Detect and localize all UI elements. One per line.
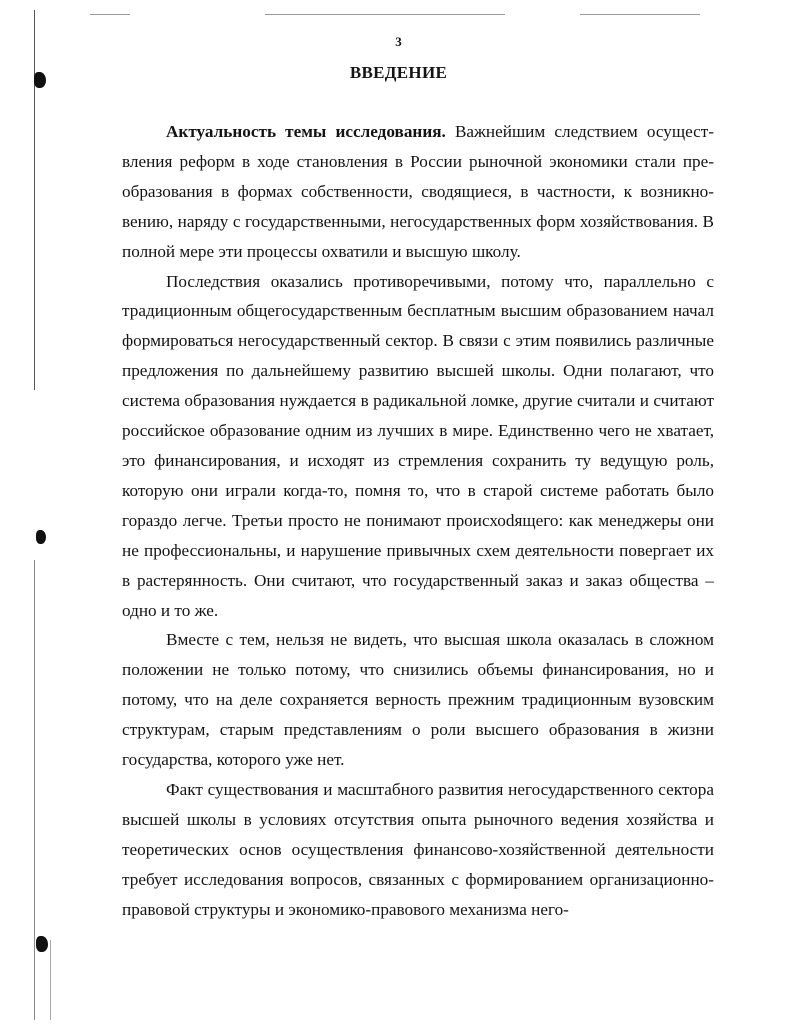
paragraph-lead: Актуальность темы исследования. [166,122,446,141]
scan-top-rule [580,14,700,15]
punch-hole-mark [36,936,48,952]
paragraph [122,775,714,925]
page-title: ВВЕДЕНИЕ [349,63,448,82]
scan-top-rule [265,14,505,15]
page-number: 3 [395,34,402,49]
scan-edge-line [50,940,51,1020]
paragraph [122,267,714,626]
scan-edge-line [34,560,35,1020]
punch-hole-mark [36,530,46,544]
paragraph-text: Важнейшим следствием осуществления реформ в ходе становления в России рыночной экономики стали преобразования в формах собственности, сводящиеся, в частности, к возникновению, наряду с государственными, негосударственных форм хозяйствования. В полной мере эти процессы охватили и высшую школу. [122,122,714,261]
paragraph-text: Факт существования и масштабного развития негосударственного сектора высшей школы в условиях отсутствия опыта рыночного ведения хозяйства и теоретических основ осуществления финансово-хозяйственной деятельности требует исследования вопросов, связанных с формированием организационно-правовой структуры и экономико-правового механизма него- [122,779,714,919]
body-text [122,117,714,924]
paragraph [122,625,714,775]
paragraph-text: Последствия оказались противоречивыми, потому что, параллельно с традиционным общегосударственным бесплатным высшим образованием начал формироваться негосударственный сектор. В связи с этим появились различные предложения по дальнейшему развитию высшей школы. Одни полагают, что система образования нуждается в радикальной ломке, другие считали и считают российское образование одним из лучших в мире. Единственно чего не хватает, это финансирования, и исходят из стремления сохранить ту ведущую роль, которую они играли когда-то, помня то, что в старой системе работать было гораздо легче. Третьи просто не понимают происхоdящего: как менеджеры они не профессиональны, и нарушение привычных схем деятельности повергает их в растерянность. Они считают, что государственный заказ и заказ общества – одно и то же. [122,271,714,620]
paragraph [122,117,714,267]
paragraph-text: Вместе с тем, нельзя не видеть, что высшая школа оказалась в сложном положении не только потому, что снизились объемы финансирования, но и потому, что на деле сохраняется верность прежним традиционным вузовским структурам, старым представлениям о роли высшего образования в жизни государства, которого уже нет. [122,630,714,770]
scan-top-rule [90,14,130,15]
